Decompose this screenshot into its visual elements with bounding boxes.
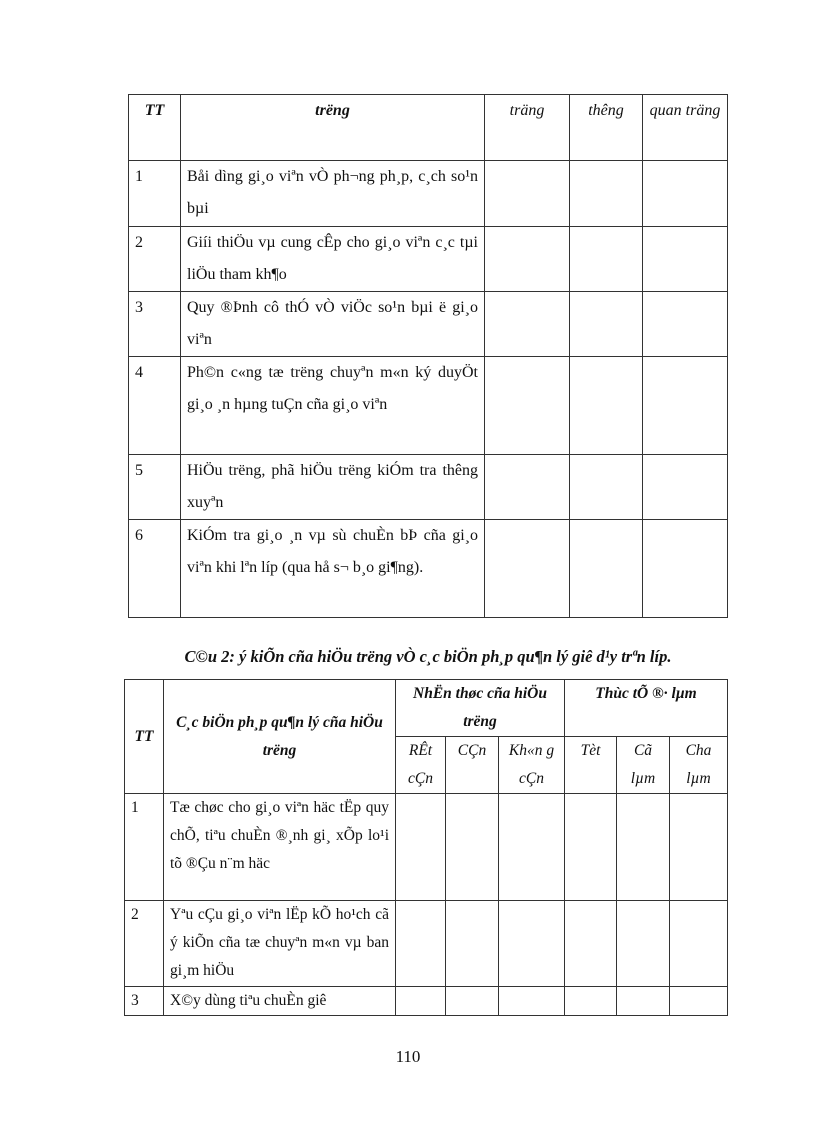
row-text: Tæ chøc cho gi¸o viªn häc tËp quy chÕ, tiªu chuÈn ®¸nh gi¸ xÕp lo¹i tõ ®Çu n¨m häc: [164, 794, 396, 901]
evaluation-table-1: [128, 94, 728, 618]
row-number: 2: [125, 901, 164, 987]
header-execution: Thùc tÕ ®· lµm: [565, 680, 728, 737]
cell: [617, 987, 670, 1016]
table-header-row: [129, 95, 728, 161]
cell: [485, 227, 570, 292]
row-number: 1: [129, 161, 181, 227]
cell: [565, 987, 617, 1016]
cell: [499, 987, 565, 1016]
cell: [485, 357, 570, 455]
cell: [670, 987, 728, 1016]
cell: [570, 227, 643, 292]
cell: [499, 901, 565, 987]
cell: [643, 292, 728, 357]
evaluation-table-2: [124, 679, 728, 1016]
header-col-2: thêng: [570, 95, 643, 161]
cell: [570, 292, 643, 357]
table-row: [129, 227, 728, 292]
header-col-3: quan träng: [643, 95, 728, 161]
cell: [485, 292, 570, 357]
cell: [570, 161, 643, 227]
cell: [570, 455, 643, 520]
question-caption: C©u 2: ý kiÕn cña hiÖu trëng vÒ c¸c biÖn ph¸p qu¶n lý giê d¹y trªn líp.: [184, 647, 672, 666]
sub-header: RÊt cÇn: [396, 737, 446, 794]
header-measures: C¸c biÖn ph¸p qu¶n lý cña hiÖu trëng: [164, 680, 396, 794]
cell: [643, 161, 728, 227]
cell: [570, 357, 643, 455]
cell: [485, 161, 570, 227]
header-measure: trëng: [181, 95, 485, 161]
cell: [446, 794, 499, 901]
table-row: [125, 794, 728, 901]
sub-header: Tèt: [565, 737, 617, 794]
cell: [396, 901, 446, 987]
cell: [565, 901, 617, 987]
sub-header: CÇn: [446, 737, 499, 794]
table-row: [129, 455, 728, 520]
row-text: HiÖu trëng, phã hiÖu trëng kiÓm tra thêng xuyªn: [181, 455, 485, 520]
sub-header: Cha lµm: [670, 737, 728, 794]
cell: [643, 227, 728, 292]
row-text: Giíi thiÖu vµ cung cÊp cho gi¸o viªn c¸c tµi liÖu tham kh¶o: [181, 227, 485, 292]
cell: [396, 987, 446, 1016]
row-text: Båi dìng gi¸o viªn vÒ ph¬ng ph¸p, c¸ch so¹n bµi: [181, 161, 485, 227]
table-row: [125, 987, 728, 1016]
cell: [643, 357, 728, 455]
table-row: [129, 357, 728, 455]
cell: [617, 901, 670, 987]
cell: [565, 794, 617, 901]
header-tt: TT: [129, 95, 181, 161]
row-text: Yªu cÇu gi¸o viªn lËp kÕ ho¹ch cã ý kiÕn cña tæ chuyªn m«n vµ ban gi¸m hiÖu: [164, 901, 396, 987]
row-number: 2: [129, 227, 181, 292]
row-text: X©y dùng tiªu chuÈn giê: [164, 987, 396, 1016]
sub-header: Cã lµm: [617, 737, 670, 794]
cell: [670, 794, 728, 901]
page-number: 110: [395, 1047, 421, 1066]
table-row: [129, 161, 728, 227]
header-tt: TT: [125, 680, 164, 794]
cell: [485, 455, 570, 520]
table-header-row: [125, 680, 728, 737]
row-text: Ph©n c«ng tæ trëng chuyªn m«n ký duyÖt gi¸o ¸n hµng tuÇn cña gi¸o viªn: [181, 357, 485, 455]
cell: [446, 901, 499, 987]
header-awareness: NhËn thøc cña hiÖu trëng: [396, 680, 565, 737]
cell: [446, 987, 499, 1016]
cell: [396, 794, 446, 901]
cell: [499, 794, 565, 901]
table-row: [129, 292, 728, 357]
cell: [570, 520, 643, 618]
row-number: 6: [129, 520, 181, 618]
row-number: 1: [125, 794, 164, 901]
header-col-1: träng: [485, 95, 570, 161]
cell: [485, 520, 570, 618]
cell: [670, 901, 728, 987]
table-row: [125, 901, 728, 987]
row-number: 3: [129, 292, 181, 357]
table-row: [129, 520, 728, 618]
row-text: Quy ®Þnh cô thÓ vÒ viÖc so¹n bµi ë gi¸o viªn: [181, 292, 485, 357]
row-number: 3: [125, 987, 164, 1016]
cell: [643, 455, 728, 520]
row-number: 5: [129, 455, 181, 520]
row-number: 4: [129, 357, 181, 455]
cell: [617, 794, 670, 901]
row-text: KiÓm tra gi¸o ¸n vµ sù chuÈn bÞ cña gi¸o viªn khi lªn líp (qua hå s¬ b¸o gi¶ng).: [181, 520, 485, 618]
sub-header: Kh«n g cÇn: [499, 737, 565, 794]
cell: [643, 520, 728, 618]
